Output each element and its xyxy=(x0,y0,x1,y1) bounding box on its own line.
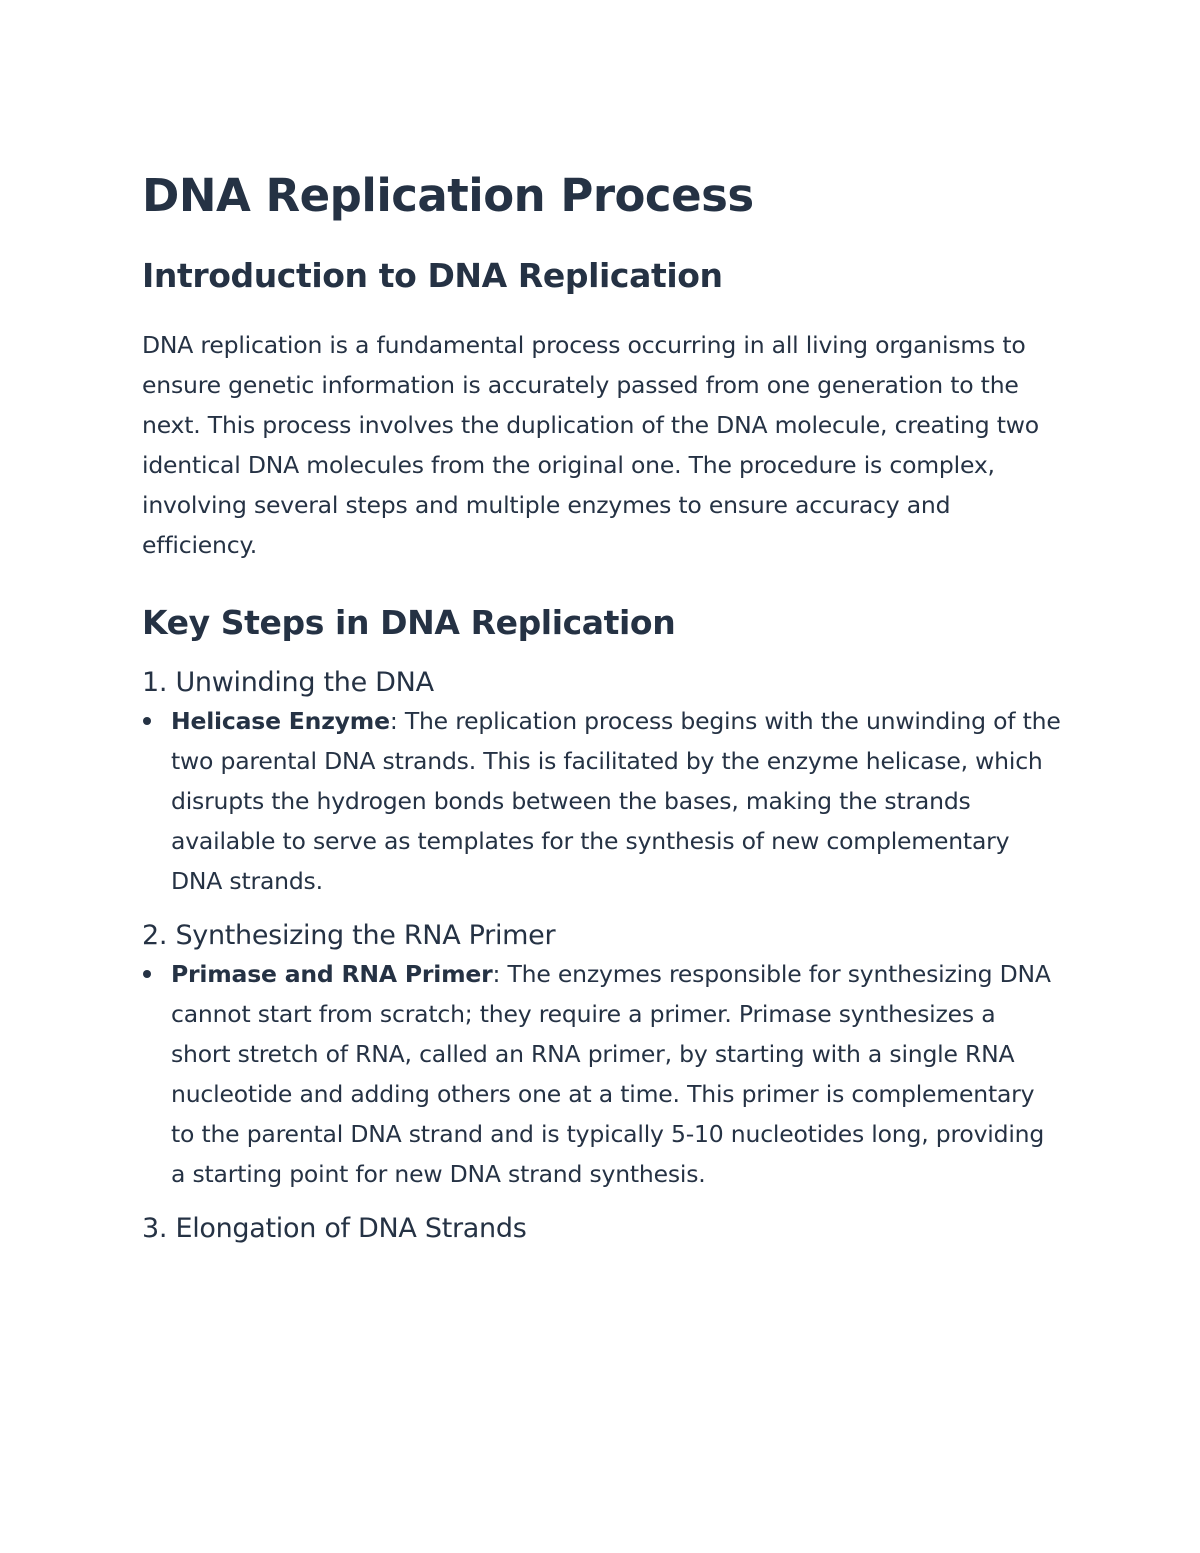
step-1-description: : The replication process begins with the unwinding of the two parental DNA strands. This is facilitated by the enzyme helicase, which disrupts the hydrogen bonds between the bases, making the strands available to serve as templates for the synthesis of new complementary DNA strands. xyxy=(171,707,1061,895)
key-steps-heading: Key Steps in DNA Replication xyxy=(142,603,676,642)
bullet-dot-icon xyxy=(143,970,151,978)
step-2-term: Primase and RNA Primer xyxy=(171,960,493,988)
step-1-title: 1. Unwinding the DNA xyxy=(142,667,434,698)
document-title: DNA Replication Process xyxy=(142,169,754,222)
document-page xyxy=(142,168,1062,1247)
bullet-dot-icon xyxy=(143,717,151,725)
intro-heading: Introduction to DNA Replication xyxy=(142,256,723,295)
step-1-term: Helicase Enzyme xyxy=(171,707,390,735)
step-2-description: : The enzymes responsible for synthesizing DNA cannot start from scratch; they require a primer. Primase synthesizes a short stretch of RNA, called an RNA primer, by starting with a single RNA nucleotide and adding others one at a time. This primer is complementary to the parental DNA strand and is typically 5-10 nucleotides long, providing a starting point for new DNA strand synthesis. xyxy=(171,960,1051,1188)
step-3-title: 3. Elongation of DNA Strands xyxy=(142,1213,527,1244)
step-2-title: 2. Synthesizing the RNA Primer xyxy=(142,920,556,951)
step-1-list xyxy=(142,701,1062,901)
step-2-bullet xyxy=(142,954,1062,1194)
step-1-bullet xyxy=(142,701,1062,901)
intro-paragraph: DNA replication is a fundamental process occurring in all living organisms to ensure genetic information is accurately passed from one generation to the next. This process involves the duplication of the DNA molecule, creating two identical DNA molecules from the original one. The procedure is complex, involving several steps and multiple enzymes to ensure accuracy and efficiency. xyxy=(142,331,1039,559)
step-2-list xyxy=(142,954,1062,1194)
